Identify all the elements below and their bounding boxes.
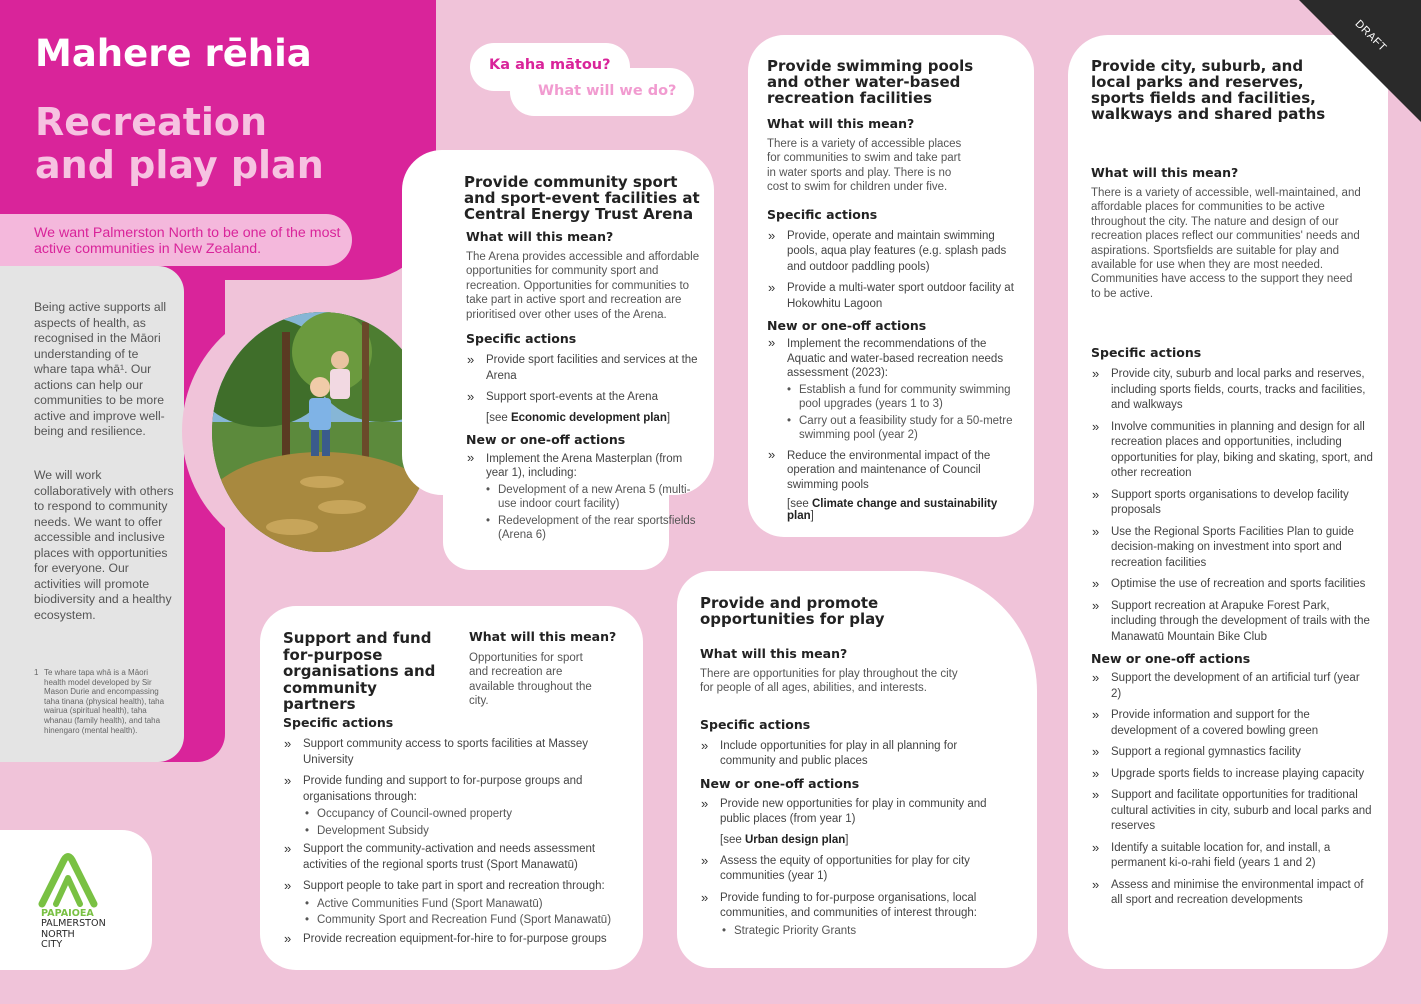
play-new-heading: New or one-off actions <box>700 775 860 791</box>
arena-meaning-heading: What will this mean? <box>466 229 614 244</box>
parks-meaning-heading: What will this mean? <box>1091 165 1239 180</box>
pools-specific-item: » Provide, operate and maintain swimming pools, aqua play features (e.g. splash pads and outdoor paddling pools) <box>767 229 1023 276</box>
partners-item: » Support the community-activation and needs assessment activities of the regional sports trust (Sport Manawatū) <box>283 842 623 873</box>
parks-specific-item: » Support sports organisations to develop facility proposals <box>1091 488 1373 519</box>
parks-new-item: » Support and facilitate opportunities for traditional cultural activities in city, suburb and local parks and reserves <box>1091 788 1373 835</box>
play-new-bullet: • Strategic Priority Grants <box>722 924 1000 939</box>
pools-section <box>767 58 1023 522</box>
play-specific-item: » Include opportunities for play in all planning for community and public places <box>700 739 980 770</box>
play-section <box>700 595 1000 944</box>
parks-new-item: » Upgrade sports fields to increase playing capacity <box>1091 767 1373 783</box>
partners-specific-heading: Specific actions <box>283 715 394 730</box>
arena-see-reference: [see Economic development plan] <box>486 411 671 424</box>
tagline: We want Palmerston North to be one of the most active communities in New Zealand. <box>34 225 341 257</box>
pools-meaning-heading: What will this mean? <box>767 116 915 131</box>
pools-new-bullet: • Establish a fund for community swimming pool upgrades (years 1 to 3) <box>787 383 1023 412</box>
intro-para-2: We will work collaboratively with others to respond to community needs. We want to offer accessible and inclusive places with opportunities for everyone. Our activities will promote biodiversity and a healthy ecosystem. <box>34 468 174 622</box>
footnote: Te whare tapa whā is a Māori health model developed by Sir Mason Durie and encompassing taha tinana (physical health), taha wairua (spiritual health), taha whanau (family health), and taha hinengaro (mental health). <box>44 668 165 735</box>
arena-new-bullet: • Redevelopment of the rear sportsfields (Arena 6) <box>486 514 700 543</box>
play-meaning: There are opportunities for play throughout the city for people of all ages, abilities, and interests. <box>700 668 958 695</box>
intro-para-1: Being active supports all aspects of health, as recognised in the Māori understanding of te whare tapa whā¹. Our actions can help our communities to be more active and improve well-being and resilience. <box>34 300 167 438</box>
arena-specific-item: » Support sport-events at the Arena <box>466 390 700 406</box>
logo-palmerston: PALMERSTON <box>41 918 106 930</box>
arena-new-heading: New or one-off actions <box>466 431 626 447</box>
play-new-item: » Provide new opportunities for play in community and public places (from year 1) <box>700 797 990 828</box>
arena-specific-heading: Specific actions <box>466 331 577 347</box>
partners-bullet: • Occupancy of Council-owned property <box>305 807 633 822</box>
economic-development-plan-link[interactable]: Economic development plan <box>510 411 667 424</box>
partners-bullet: • Active Communities Fund (Sport Manawatū) <box>305 897 633 912</box>
draft-label: DRAFT <box>1352 17 1389 55</box>
parks-specific-heading: Specific actions <box>1091 345 1202 361</box>
climate-change-plan-link[interactable]: Climate change and sustainability plan <box>787 498 998 523</box>
title-english-line1: Recreation <box>35 100 268 144</box>
partners-meaning-heading: What will this mean? <box>469 629 617 644</box>
pools-specific-item: » Provide a multi-water sport outdoor facility at Hokowhitu Lagoon <box>767 281 1023 312</box>
pools-new-item: » Implement the recommendations of the Aquatic and water-based recreation needs assessment (2023): <box>767 337 1023 381</box>
parks-specific-item: » Support recreation at Arapuke Forest Park, including through the development of trails with the Manawatū Mountain Bike Club <box>1091 599 1373 646</box>
parks-specific-item: » Use the Regional Sports Facilities Plan to guide decision-making on investment into sport and recreation facilities <box>1091 525 1373 572</box>
play-specific-heading: Specific actions <box>700 716 811 732</box>
parks-new-item: » Assess and minimise the environmental impact of all sport and recreation developments <box>1091 878 1373 909</box>
partners-title: Support and fund for-purpose organisations and community partners <box>283 629 436 713</box>
logo-north: NORTH <box>41 928 75 940</box>
pools-new-item: » Reduce the environmental impact of the operation and maintenance of Council swimming pools <box>767 449 1023 493</box>
arena-title: Provide community sport and sport-event facilities at Central Energy Trust Arena <box>464 173 700 223</box>
urban-design-plan-link[interactable]: Urban design plan <box>744 833 846 846</box>
play-new-item: » Assess the equity of opportunities for play for city communities (year 1) <box>700 854 990 885</box>
parks-new-item: » Provide information and support for the development of a covered bowling green <box>1091 708 1373 739</box>
arena-specific-item: » Provide sport facilities and services at the Arena <box>466 353 700 384</box>
play-meaning-heading: What will this mean? <box>700 646 848 661</box>
footnote-number: 1 <box>34 668 39 677</box>
partners-bullet: • Development Subsidy <box>305 824 633 839</box>
arena-section <box>464 174 700 549</box>
title-maori: Mahere rēhia <box>35 32 312 75</box>
parks-new-item: » Support the development of an artificial turf (year 2) <box>1091 671 1373 702</box>
parks-new-item: » Support a regional gymnastics facility <box>1091 745 1373 761</box>
partners-meaning: Opportunities for sport and recreation are available throughout the city. <box>469 652 592 708</box>
parks-specific-item: » Involve communities in planning and design for all recreation places and opportunities, including opportunities for play, biking and skating, sport, and other recreation <box>1091 420 1373 482</box>
children-playing-photo <box>212 312 432 552</box>
partners-item: » Support community access to sports facilities at Massey University <box>283 737 603 768</box>
pools-new-heading: New or one-off actions <box>767 318 927 334</box>
parks-specific-item: » Provide city, suburb and local parks and reserves, including sports fields, courts, tracks and facilities, and walkways <box>1091 367 1373 414</box>
partners-section <box>283 715 633 953</box>
pools-title: Provide swimming pools and other water-based recreation facilities <box>767 57 974 107</box>
arena-meaning: The Arena provides accessible and affordable opportunities for community sport and recreation. Opportunities for communities to take part in active sport and recreation are prioritised over other uses of the Arena. <box>466 251 700 321</box>
question-english: What will we do? <box>538 83 677 99</box>
question-maori: Ka aha mātou? <box>489 57 611 73</box>
play-see-reference: [see Urban design plan] <box>720 833 849 846</box>
arena-new-item: » Implement the Arena Masterplan (from year 1), including: <box>466 452 700 481</box>
children-photo-illustration <box>212 312 432 552</box>
play-new-item: » Provide funding to for-purpose organisations, local communities, and communities of interest through: <box>700 891 1005 922</box>
play-title: Provide and promote opportunities for play <box>700 594 885 628</box>
logo-text <box>41 909 106 951</box>
partners-item: » Support people to take part in sport and recreation through: <box>283 879 633 895</box>
parks-new-item: » Identify a suitable location for, and install, a permanent ki-o-rahi field (years 1 and 2) <box>1091 841 1373 872</box>
pools-meaning: There is a variety of accessible places for communities to swim and take part in water sports and play. There is no cost to swim for children under five. <box>767 138 962 194</box>
council-logo <box>38 852 108 908</box>
parks-meaning: There is a variety of accessible, well-maintained, and affordable places for communities to be active throughout the city. The nature and design of our recreation places reflect our communities' needs and aspirations. Sportsfields are suitable for play and available for use when they are most needed. Communities have access to the support they need to be active. <box>1091 187 1361 300</box>
pools-see-reference: [see Climate change and sustainability plan] <box>787 498 998 523</box>
logo-papaioea: PAPAIOEA <box>41 908 94 919</box>
draft-ribbon <box>1299 0 1421 122</box>
partners-item: » Provide funding and support to for-purpose groups and organisations through: <box>283 774 613 805</box>
papaioea-logo-icon <box>38 852 108 908</box>
arena-new-bullet: • Development of a new Arena 5 (multi-use indoor court facility) <box>486 483 700 512</box>
title-english-line2: and play plan <box>35 143 324 187</box>
parks-new-heading: New or one-off actions <box>1091 651 1251 667</box>
parks-section <box>1091 58 1373 915</box>
pools-specific-heading: Specific actions <box>767 206 878 222</box>
logo-city: CITY <box>41 939 63 951</box>
pools-new-bullet: • Carry out a feasibility study for a 50-metre swimming pool (year 2) <box>787 414 1023 443</box>
partners-bullet: • Community Sport and Recreation Fund (Sport Manawatū) <box>305 913 633 928</box>
partners-item: » Provide recreation equipment-for-hire to for-purpose groups <box>283 932 633 948</box>
parks-specific-item: » Optimise the use of recreation and sports facilities <box>1091 577 1373 593</box>
parks-title: Provide city, suburb, and local parks and reserves, sports fields and facilities, walkways and shared paths <box>1091 57 1326 123</box>
